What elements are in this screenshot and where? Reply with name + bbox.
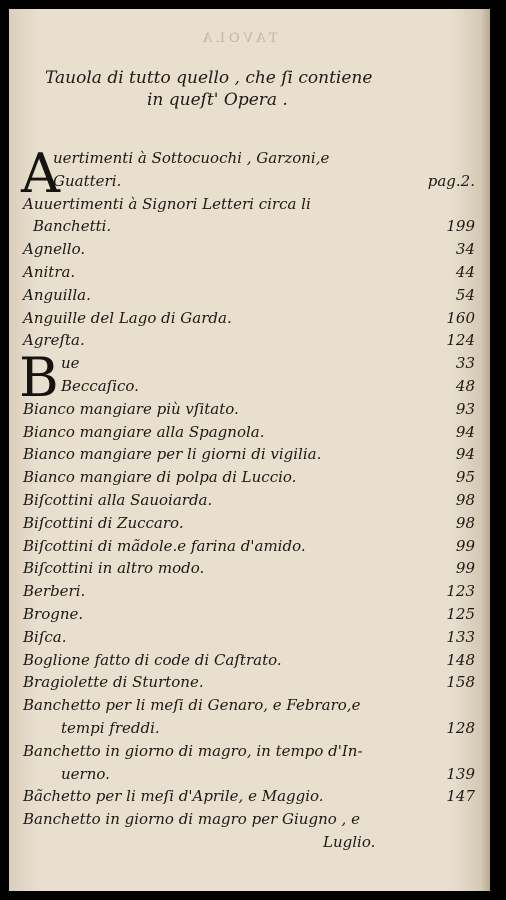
entry-page-number: 94 [455, 422, 475, 441]
index-entry [23, 147, 475, 170]
entry-text: Anguilla. [23, 285, 91, 304]
entry-page-number: 54 [455, 285, 475, 304]
entry-page-number: 98 [455, 490, 475, 509]
index-entry [23, 694, 475, 717]
index-entries [19, 142, 475, 854]
index-entry [23, 215, 475, 238]
index-entry [23, 375, 475, 398]
entry-page-number: 147 [446, 787, 475, 806]
page-title [27, 67, 467, 111]
entry-text: tempi freddi. [61, 718, 160, 737]
entry-page-number: 99 [455, 536, 475, 555]
entry-text: Agnello. [23, 240, 86, 259]
index-entry [23, 763, 475, 786]
index-entry [23, 740, 475, 763]
index-entry [23, 421, 475, 444]
index-entry [23, 466, 475, 489]
drop-cap-a: A [21, 142, 60, 205]
entry-page-number: 199 [446, 217, 475, 236]
entry-text: Biſcottini alla Sauoiarda. [23, 490, 213, 509]
entry-text: Beccaſico. [61, 376, 139, 395]
index-entry [23, 535, 475, 558]
entry-page-number: 160 [446, 308, 475, 327]
entry-text: Banchetto per li meſi di Genaro, e Febraro,e [23, 696, 361, 715]
entry-text: Brogne. [23, 604, 84, 623]
index-entry [23, 284, 475, 307]
entry-text: Luglio. [323, 832, 376, 851]
entry-page-number: 123 [446, 582, 475, 601]
index-entry [23, 398, 475, 421]
entry-text: Agreſta. [23, 331, 85, 350]
entry-page-number: 98 [455, 513, 475, 532]
index-entry [23, 557, 475, 580]
entry-page-number: 94 [455, 445, 475, 464]
entry-page-number: 34 [455, 240, 475, 259]
index-entry [23, 329, 475, 352]
entry-text: Bianco mangiare più vſitato. [23, 399, 239, 418]
entry-page-number: 133 [446, 627, 475, 646]
index-entry [23, 603, 475, 626]
entry-text: Bragiolette di Sturtone. [23, 673, 204, 692]
entry-text: uertimenti à Sottocuochi , Garzoni,e [53, 149, 330, 167]
index-entry [23, 238, 475, 261]
index-entry [23, 261, 475, 284]
entry-page-number: 128 [446, 718, 475, 737]
index-entry [23, 649, 475, 672]
entry-page-number: 158 [446, 673, 475, 692]
index-entry [23, 580, 475, 603]
entry-text: Bianco mangiare alla Spagnola. [23, 422, 265, 441]
entry-text: Biſcottini di Zuccaro. [23, 513, 184, 532]
book-page [9, 9, 490, 891]
index-entry [23, 193, 475, 216]
entry-text: ue [61, 354, 80, 373]
entry-text: Banchetto in giorno di magro per Giugno , e [23, 810, 360, 829]
entry-text: Anitra. [23, 262, 76, 281]
drop-cap-b: B [19, 346, 59, 409]
entry-page-number: 48 [455, 376, 475, 395]
entry-text: Biſca. [23, 627, 67, 646]
index-entry [23, 443, 475, 466]
index-entry [23, 170, 475, 193]
entry-page-number: 95 [455, 468, 475, 487]
bleed-through-header: TAVOLA [199, 31, 278, 46]
entry-text: Biſcottini in altro modo. [23, 559, 205, 578]
index-entry [23, 717, 475, 740]
entry-page-number: 44 [455, 262, 475, 281]
entry-page-number: 99 [455, 559, 475, 578]
title-line-1: Tauola di tutto quello , che ſi contiene [45, 68, 373, 88]
index-entry [23, 512, 475, 535]
page-edge [480, 9, 490, 891]
entry-text: Bianco mangiare di polpa di Luccio. [23, 468, 297, 487]
index-entry [23, 307, 475, 330]
index-entry [23, 671, 475, 694]
entry-text: Auuertimenti à Signori Letteri circa li [23, 194, 311, 213]
title-line-2: in queſt' Opera . [147, 90, 288, 110]
entry-page-number: 139 [446, 764, 475, 783]
entry-text: Boglione fatto di code di Caſtrato. [23, 650, 282, 669]
entry-page-number: 124 [446, 331, 475, 350]
entry-page-number: 125 [446, 604, 475, 623]
entry-text: Anguille del Lago di Garda. [23, 308, 232, 327]
entry-page-number: pag.2. [427, 171, 475, 190]
entry-text: Berberi. [23, 582, 86, 601]
entry-text: Banchetto in giorno di magro, in tempo d'In- [23, 741, 363, 760]
index-entry [23, 785, 475, 808]
index-entry [23, 831, 475, 854]
entry-text: Banchetti. [33, 217, 112, 236]
entry-page-number: 93 [455, 399, 475, 418]
entry-page-number: 33 [455, 354, 475, 373]
entry-page-number: 148 [446, 650, 475, 669]
index-entry [23, 808, 475, 831]
entry-text: uerno. [61, 764, 110, 783]
entry-text: Guatteri. [53, 171, 122, 190]
index-entry [23, 626, 475, 649]
index-entry [23, 352, 475, 375]
index-entry [23, 489, 475, 512]
entry-text: Bianco mangiare per li giorni di vigilia. [23, 445, 322, 464]
entry-text: Bãchetto per li meſi d'Aprile, e Maggio. [23, 787, 324, 806]
entry-text: Biſcottini di mãdole.e farina d'amido. [23, 536, 306, 555]
